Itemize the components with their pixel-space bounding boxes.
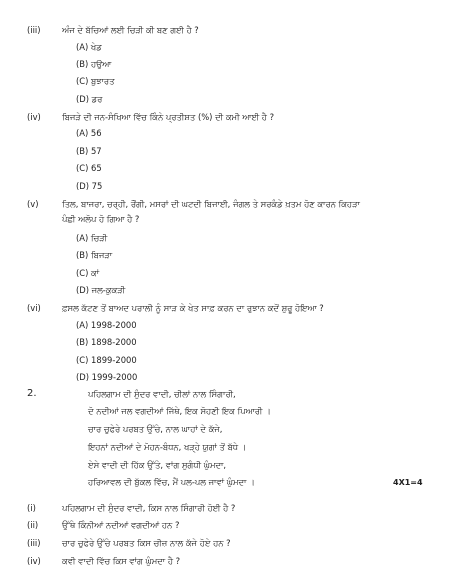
option: (D) 1999-2000	[76, 372, 138, 382]
option: (B) ਹਉਆ	[76, 59, 112, 69]
poem-line: ਚਾਰ ਚੁਫੇਰੇ ਪਰਬਤ ਉੱਚੇ, ਨਾਲ ਘਾਹਾਂ ਦੇ ਕੱਜੇ,	[88, 424, 223, 434]
question-text-continued: ਪੰਛੀ ਅਲੋਪ ਹੋ ਗਿਆ ਹੈ ?	[62, 214, 140, 224]
option: (D) 75	[76, 181, 103, 191]
question-text: ਅੰਜ ਦੇ ਬੱਚਿਆਂ ਲਈ ਚਿੜੀ ਕੀ ਬਣ ਗਈ ਹੈ ?	[62, 25, 199, 35]
question-text: ਫ਼ਸਲ ਕੱਟਣ ਤੋਂ ਬਾਅਦ ਪਰਾਲੀ ਨੂੰ ਸਾੜ ਕੇ ਖੇਤ ਸਾਫ਼ ਕਰਨ ਦਾ ਰੁਝਾਨ ਕਦੋਂ ਸ਼ੁਰੂ ਹੋਇਆ ?	[62, 303, 324, 313]
option: (C) ਕਾਂ	[76, 268, 100, 278]
option: (A) ਖੇਡ	[76, 42, 102, 52]
question-text: ਬਿਜੜੇ ਦੀ ਜਨ-ਸੰਖਿਆ ਵਿੱਚ ਕਿੰਨੇ ਪ੍ਰਤੀਸ਼ਤ (%) ਦੀ ਕਮੀ ਆਈ ਹੈ ?	[62, 112, 275, 122]
poem-line: ਪਹਿਲਗਾਮ ਦੀ ਸੁੰਦਰ ਵਾਦੀ, ਚੀਲਾਂ ਨਾਲ ਸਿੰਗਾਰੀ,	[88, 389, 236, 399]
section-number: 2.	[27, 388, 37, 399]
question-number: (ii)	[27, 520, 39, 530]
question-text: ਪਹਿਲਗਾਮ ਦੀ ਸੁੰਦਰ ਵਾਦੀ, ਕਿਸ ਨਾਲ ਸਿੰਗਾਰੀ ਹੋਈ ਹੈ ?	[62, 503, 236, 513]
question-number: (iii)	[27, 538, 41, 548]
option: (B) 57	[76, 146, 102, 156]
option: (B) 1898-2000	[76, 337, 137, 347]
marks-label: 4X1=4	[393, 478, 423, 487]
poem-line: ਹਰਿਆਵਲ ਦੀ ਬੁੱਕਲ ਵਿੱਚ, ਮੈਂ ਪਲ-ਪਲ ਜਾਵਾਂ ਘੁੰਮਦਾ ।	[88, 477, 255, 487]
option: (C) ਬੁਝਾਰਤ	[76, 76, 115, 86]
question-number: (iii)	[27, 25, 41, 35]
option: (B) ਬਿਜੜਾ	[76, 250, 113, 260]
poem-line: ਦੋ ਨਦੀਆਂ ਜਲ ਵਗਦੀਆਂ ਜਿੱਥੇ, ਇਕ ਸੋਹਣੀ ਇਕ ਪਿਆਰੀ ।	[88, 406, 271, 416]
option: (C) 1899-2000	[76, 355, 137, 365]
question-text: ਤਿਲ, ਬਾਜਰਾ, ਚਰ੍ਹੀ, ਰੌਂਗੀ, ਮਸਰਾਂ ਦੀ ਘਟਦੀ ਬਿਜਾਈ, ਜੰਗਲ ਤੇ ਸਰਕੰਡੇ ਖ਼ਤਮ ਹੋਣ ਕਾਰਨ ਕਿਹੜਾ	[62, 199, 360, 209]
question-text: ਕਵੀ ਵਾਦੀ ਵਿੱਚ ਕਿਸ ਵਾਂਗ ਘੁੰਮਦਾ ਹੈ ?	[62, 556, 181, 566]
question-number: (iv)	[27, 556, 41, 566]
question-number: (iv)	[27, 112, 41, 122]
question-number: (i)	[27, 503, 36, 513]
poem-line: ਏਸੇ ਵਾਦੀ ਦੀ ਹਿੱਕ ਉੱਤੇ, ਵਾਂਗ ਸੁਗੰਧੀ ਘੁੰਮਦਾ,	[88, 460, 227, 470]
option: (D) ਜਲ-ਕੁਕੜੀ	[76, 285, 126, 295]
option: (C) 65	[76, 163, 102, 173]
question-number: (v)	[27, 199, 39, 209]
question-text: ਉੱਥੇ ਕਿੰਨੀਆਂ ਨਦੀਆਂ ਵਗਦੀਆਂ ਹਨ ?	[62, 520, 180, 530]
option: (A) 56	[76, 128, 102, 138]
option: (D) ਡਰ	[76, 94, 103, 104]
question-number: (vi)	[27, 303, 41, 313]
option: (A) 1998-2000	[76, 320, 137, 330]
question-text: ਚਾਰ ਚੁਫੇਰੇ ਉੱਚੇ ਪਰਬਤ ਕਿਸ ਚੀਜ਼ ਨਾਲ ਕੱਜੇ ਹੋਏ ਹਨ ?	[62, 538, 231, 548]
option: (A) ਚਿੜੀ	[76, 233, 108, 243]
poem-line: ਇਹਨਾਂ ਨਦੀਆਂ ਦੇ ਮੋਹਨ-ਬੰਧਨ, ਖੜ੍ਹੇ ਯੁਗਾਂ ਤੋਂ ਬੱਧੇ ।	[88, 442, 247, 452]
